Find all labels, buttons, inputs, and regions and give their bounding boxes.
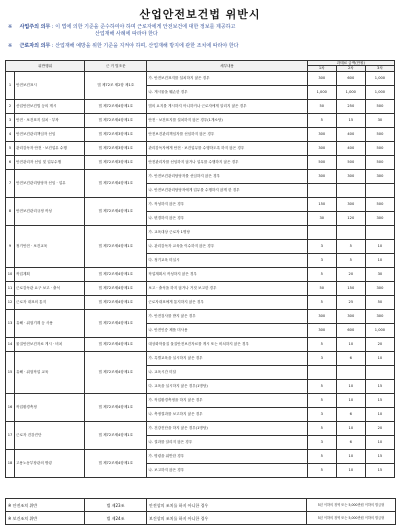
fine-amount-1: 300	[307, 141, 336, 155]
law-article: 법 제72조제3항제1호	[85, 127, 147, 141]
row-number: 3	[6, 113, 15, 127]
detail-text: 나. 결과를 알리지 않은 경우	[147, 435, 307, 449]
fine-amount-3: 500	[365, 197, 394, 211]
table-row	[6, 225, 395, 239]
row-number: 8	[6, 197, 15, 225]
penalty-footer-table	[5, 498, 396, 525]
law-article: 법 제72조제4항제1호	[85, 113, 147, 127]
row-number: 2	[6, 99, 15, 113]
page-title: 산업안전보건법 위반시	[139, 8, 261, 21]
row-number: 9	[6, 225, 15, 267]
penalty-label: ※ 안전조치 위반	[6, 499, 85, 512]
fine-amount-3: 500	[365, 127, 394, 141]
detail-text: 가. 작성하지 않은 경우	[147, 197, 307, 211]
fine-amount-2: 10	[336, 463, 365, 477]
detail-text: 관리감독자에게 안전 · 보건업무를 수행하도록 하지 않은 경우	[147, 141, 307, 155]
detail-text: 다. 교육을 실시하지 않은 경우(1명당)	[147, 379, 307, 393]
violation-act: 작업환경측정	[15, 393, 85, 421]
violation-act: 안전보건표시	[15, 71, 85, 99]
table-row	[6, 141, 395, 155]
table-row	[6, 197, 395, 211]
law-article: 법 제72조제3항제1호	[85, 141, 147, 155]
fine-amount-2: 120	[336, 211, 365, 225]
law-article: 법 제72조 제2항 제1호	[85, 71, 147, 99]
fine-amount-3: 1,000	[365, 71, 394, 85]
fine-amount-2	[336, 183, 365, 197]
violation-table	[5, 60, 395, 478]
employer-duty-label: 사업주의 의무	[19, 24, 51, 30]
fine-amount-3: 50	[365, 295, 394, 309]
fine-amount-3: 300	[365, 309, 394, 323]
table-row	[6, 99, 395, 113]
detail-text: 안전관리자를 선임하지 않거나 업무를 수행하지 않은 경우	[147, 155, 307, 169]
fine-amount-3: 10	[365, 239, 394, 253]
fine-amount-1: 50	[307, 99, 336, 113]
header-law: 근 거 법조문	[85, 61, 147, 72]
fine-amount-1	[307, 365, 336, 379]
fine-amount-1: 5	[307, 113, 336, 127]
fine-amount-3: 500	[365, 99, 394, 113]
penalty-law: 법 제24조	[85, 512, 147, 525]
law-article: 법 제72조제4항제1호	[85, 295, 147, 309]
fine-amount-2: 10	[336, 449, 365, 463]
table-row	[6, 113, 395, 127]
detail-text: 나. 교육시간 미달	[147, 365, 307, 379]
row-number: 16	[6, 393, 15, 421]
detail-text: 근로자대표에게 통지하지 않은 경우	[147, 295, 307, 309]
row-number: 6	[6, 155, 15, 169]
fine-amount-1: 30	[307, 211, 336, 225]
detail-text: 가. 교육대상 근로자 1명당	[147, 225, 307, 239]
law-article: 법 제72조제4항제1호	[85, 267, 147, 281]
law-article: 법 제72조제4항제1호	[85, 197, 147, 225]
fine-amount-1: 5	[307, 295, 336, 309]
row-number: 7	[6, 169, 15, 197]
fine-amount-1: 300	[307, 323, 336, 337]
law-article: 법 제72조제4항제1호	[85, 393, 147, 421]
penalty-law: 법 제23조	[85, 499, 147, 512]
detail-text: 대상화학물질 물질안전보건자료를 게시 또는 비치하지 않은 경우	[147, 337, 307, 351]
violation-act: 근로자 대표의 통지	[15, 295, 85, 309]
law-article: 법 제72조제4항제1호	[85, 351, 147, 393]
penalty-detail: 안전상의 조치를 하지 아니한 경우	[147, 499, 307, 512]
detail-text: 나. 안전보건관리담당자에게 업무를 수행하지 않게 한 경우	[147, 183, 307, 197]
worker-duty-label: 근로자의 의무	[19, 43, 51, 49]
employer-duty-subtext: 산업재해 사례에 따라야 한다	[95, 31, 158, 37]
violation-act: 안전관리자 선임 및 업무수행	[15, 155, 85, 169]
header-fine-3rd: 3차	[365, 66, 394, 71]
fine-amount-3: 15	[365, 379, 394, 393]
detail-text: 나. 변경하지 않은 경우	[147, 211, 307, 225]
violation-act: 산업안전보건법 등의 게시	[15, 99, 85, 113]
law-article: 법 제72조제3항제1호	[85, 155, 147, 169]
fine-amount-3: 15	[365, 393, 394, 407]
fine-amount-1: 3	[307, 253, 336, 267]
table-row	[6, 449, 395, 463]
violation-act: 근로자 건강진단	[15, 421, 85, 449]
fine-amount-1: 5	[307, 463, 336, 477]
fine-amount-2: 300	[336, 309, 365, 323]
header-detail: 세부내용	[147, 61, 307, 72]
fine-amount-1: 300	[307, 127, 336, 141]
fine-amount-2: 6	[336, 407, 365, 421]
fine-amount-2	[336, 225, 365, 239]
fine-amount-1: 3	[307, 435, 336, 449]
fine-amount-2: 10	[336, 379, 365, 393]
fine-amount-1: 3	[307, 351, 336, 365]
violation-act: 고용노동부장관의 명령	[15, 449, 85, 477]
row-number: 12	[6, 295, 15, 309]
penalty-fine: 5년 이하의 징역 또는 5,000만원 이하의 벌금형	[307, 512, 396, 525]
fine-amount-2: 10	[336, 421, 365, 435]
fine-amount-2: 5	[336, 253, 365, 267]
fine-amount-2: 250	[336, 99, 365, 113]
fine-amount-1: 500	[307, 155, 336, 169]
fine-amount-3: 300	[365, 281, 394, 295]
fine-amount-2: 400	[336, 127, 365, 141]
row-number: 5	[6, 141, 15, 155]
table-row	[6, 421, 395, 435]
detail-text: 나. 관리감독자 교육을 이수하지 않은 경우	[147, 239, 307, 253]
row-number: 4	[6, 127, 15, 141]
violation-act: 정기안전 · 보건교육	[15, 225, 85, 267]
violation-act: 근로감독관 요구 보고 · 출석	[15, 281, 85, 295]
violation-act: 안전보건관리책임자 선임	[15, 127, 85, 141]
row-number: 18	[6, 449, 15, 477]
fine-amount-2: 500	[336, 155, 365, 169]
detail-text: 가. 안전보건표지를 설치하지 않은 경우	[147, 71, 307, 85]
detail-text: 가. 작업환경측정을 하지 않은 경우	[147, 393, 307, 407]
fine-amount-2: 10	[336, 393, 365, 407]
row-number: 11	[6, 281, 15, 295]
fine-amount-1: 5	[307, 421, 336, 435]
law-article: 법 제72조제4항제1호	[85, 309, 147, 337]
fine-amount-1	[307, 225, 336, 239]
row-number: 14	[6, 337, 15, 351]
fine-amount-3: 500	[365, 155, 394, 169]
violation-act: 관리감독자 안전 · 보건업무 수행	[15, 141, 85, 155]
table-row	[6, 295, 395, 309]
law-article: 법 제72조제4항제1호	[85, 99, 147, 113]
detail-text: 작업계획서 작성하지 않은 경우	[147, 267, 307, 281]
penalty-row	[6, 499, 396, 512]
fine-amount-1	[307, 183, 336, 197]
header-fine-2nd: 2차	[336, 66, 365, 71]
fine-amount-2: 25	[336, 295, 365, 309]
penalty-label: ※ 보건조치 위반	[6, 512, 85, 525]
fine-amount-3: 30	[365, 267, 394, 281]
fine-amount-1: 150	[307, 197, 336, 211]
worker-duty-text: : 산업재해 예방을 위한 기준을 지켜야 하며, 산업재해 방지에 관한 조치에 따라야 한다	[51, 43, 239, 49]
fine-amount-1: 300	[307, 309, 336, 323]
law-article: 법 제72조제4항제1호	[85, 337, 147, 351]
penalty-fine: 5년 이하의 징역 또는 5,000만원 이하의 벌금형	[307, 499, 396, 512]
fine-amount-2: 15	[336, 113, 365, 127]
fine-amount-3	[365, 225, 394, 239]
table-row	[6, 337, 395, 351]
header-fine-1st: 1차	[307, 66, 336, 71]
fine-amount-2: 600	[336, 71, 365, 85]
table-row	[6, 309, 395, 323]
row-number: 17	[6, 421, 15, 449]
fine-amount-2: 400	[336, 141, 365, 155]
header-fine: 과태료 금액(만원)	[307, 61, 394, 66]
fine-amount-2: 150	[336, 281, 365, 295]
law-article: 법 제72조제4항제1호	[85, 421, 147, 449]
detail-text: 나. 보고하지 않은 경우	[147, 463, 307, 477]
employer-duty-note	[8, 24, 394, 38]
row-number: 13	[6, 309, 15, 337]
fine-amount-3: 15	[365, 449, 394, 463]
detail-text: 가. 안전검사를 받지 않은 경우	[147, 309, 307, 323]
fine-amount-3: 300	[365, 169, 394, 183]
fine-amount-3: 15	[365, 463, 394, 477]
violation-act: 유해 · 위험작업 교육	[15, 351, 85, 393]
detail-text: 나. 게시물을 훼손한 경우	[147, 85, 307, 99]
detail-text: 나. 측정결과를 보고하지 않은 경우	[147, 407, 307, 421]
penalty-row	[6, 512, 396, 525]
fine-amount-3	[365, 183, 394, 197]
fine-amount-3: 10	[365, 435, 394, 449]
fine-amount-1: 50	[307, 281, 336, 295]
fine-amount-3: 10	[365, 407, 394, 421]
law-article: 법 제72조제4항제1호	[85, 225, 147, 267]
fine-amount-2	[336, 365, 365, 379]
fine-amount-1: 5	[307, 267, 336, 281]
fine-amount-1: 5	[307, 379, 336, 393]
detail-text: 안전보건관리책임자를 선임하지 않은 경우	[147, 127, 307, 141]
note-star-icon: ※	[8, 24, 13, 30]
violation-act: 작업계획	[15, 267, 85, 281]
fine-amount-3: 10	[365, 351, 394, 365]
table-row	[6, 71, 395, 85]
table-row	[6, 393, 395, 407]
detail-text: 나. 안전인증 제품 미사용	[147, 323, 307, 337]
detail-text: 안전 · 보건표지를 설치하지 않은 경우(1개소당)	[147, 113, 307, 127]
table-row	[6, 155, 395, 169]
fine-amount-1: 5	[307, 337, 336, 351]
fine-amount-1: 3	[307, 407, 336, 421]
fine-amount-1: 5	[307, 449, 336, 463]
fine-amount-1: 3	[307, 239, 336, 253]
violation-act: 안전보건관리규정 작성	[15, 197, 85, 225]
violation-act: 물질안전보건자료 게시 · 비치	[15, 337, 85, 351]
detail-text: 가. 건강진단을 하지 않은 경우(1명당)	[147, 421, 307, 435]
worker-duty-note	[8, 43, 394, 50]
note-star-icon: ※	[8, 43, 13, 49]
table-row	[6, 127, 395, 141]
fine-amount-1: 5	[307, 393, 336, 407]
fine-amount-3: 500	[365, 141, 394, 155]
table-row	[6, 351, 395, 365]
fine-amount-2: 300	[336, 197, 365, 211]
fine-amount-3	[365, 365, 394, 379]
fine-amount-2: 600	[336, 323, 365, 337]
employer-duty-text: : 이 법에 의한 기준을 준수하여야 하며 근로자에게 안전보건에 대한 정보를 제공하고	[51, 24, 236, 30]
detail-text: 법의 요지를 게시하지 아니하거나 근로자에게 알리지 않은 경우	[147, 99, 307, 113]
detail-text: 가. 명령을 위반한 경우	[147, 449, 307, 463]
fine-amount-2: 5	[336, 239, 365, 253]
row-number: 1	[6, 71, 15, 99]
fine-amount-1: 1,000	[307, 85, 336, 99]
fine-amount-1: 300	[307, 71, 336, 85]
detail-text: 보고 · 출석을 하지 않거나 거짓 보고한 경우	[147, 281, 307, 295]
fine-amount-3: 1,000	[365, 85, 394, 99]
penalty-detail: 보건상의 조치를 하지 아니한 경우	[147, 512, 307, 525]
fine-amount-2: 6	[336, 435, 365, 449]
row-number: 15	[6, 351, 15, 393]
table-row	[6, 267, 395, 281]
row-number: 10	[6, 267, 15, 281]
header-act: 위반행위	[6, 61, 85, 72]
fine-amount-2: 6	[336, 351, 365, 365]
table-row	[6, 169, 395, 183]
detail-text: 다. 정기교육 미실시	[147, 253, 307, 267]
law-article: 법 제72조제4항제1호	[85, 169, 147, 197]
law-article: 법 제72조제4항제1호	[85, 449, 147, 477]
fine-amount-3: 10	[365, 253, 394, 267]
fine-amount-3: 20	[365, 337, 394, 351]
fine-amount-3: 20	[365, 421, 394, 435]
violation-act: 유해 · 위험기계 등 사용	[15, 309, 85, 337]
violation-act: 안전보건관리담당자 선임 · 업무	[15, 169, 85, 197]
fine-amount-2: 20	[336, 267, 365, 281]
fine-amount-2: 1,000	[336, 85, 365, 99]
violation-act: 안전 · 보건표지 설치 · 부착	[15, 113, 85, 127]
detail-text: 가. 안전보건관리담당자를 선임하지 않은 경우	[147, 169, 307, 183]
detail-text: 가. 특별교육을 실시하지 않은 경우	[147, 351, 307, 365]
table-row	[6, 281, 395, 295]
fine-amount-2: 10	[336, 337, 365, 351]
law-article: 법 제72조제4항제1호	[85, 281, 147, 295]
fine-amount-3: 300	[365, 211, 394, 225]
fine-amount-1: 300	[307, 169, 336, 183]
fine-amount-3: 1,000	[365, 323, 394, 337]
fine-amount-2: 300	[336, 169, 365, 183]
fine-amount-3: 30	[365, 113, 394, 127]
